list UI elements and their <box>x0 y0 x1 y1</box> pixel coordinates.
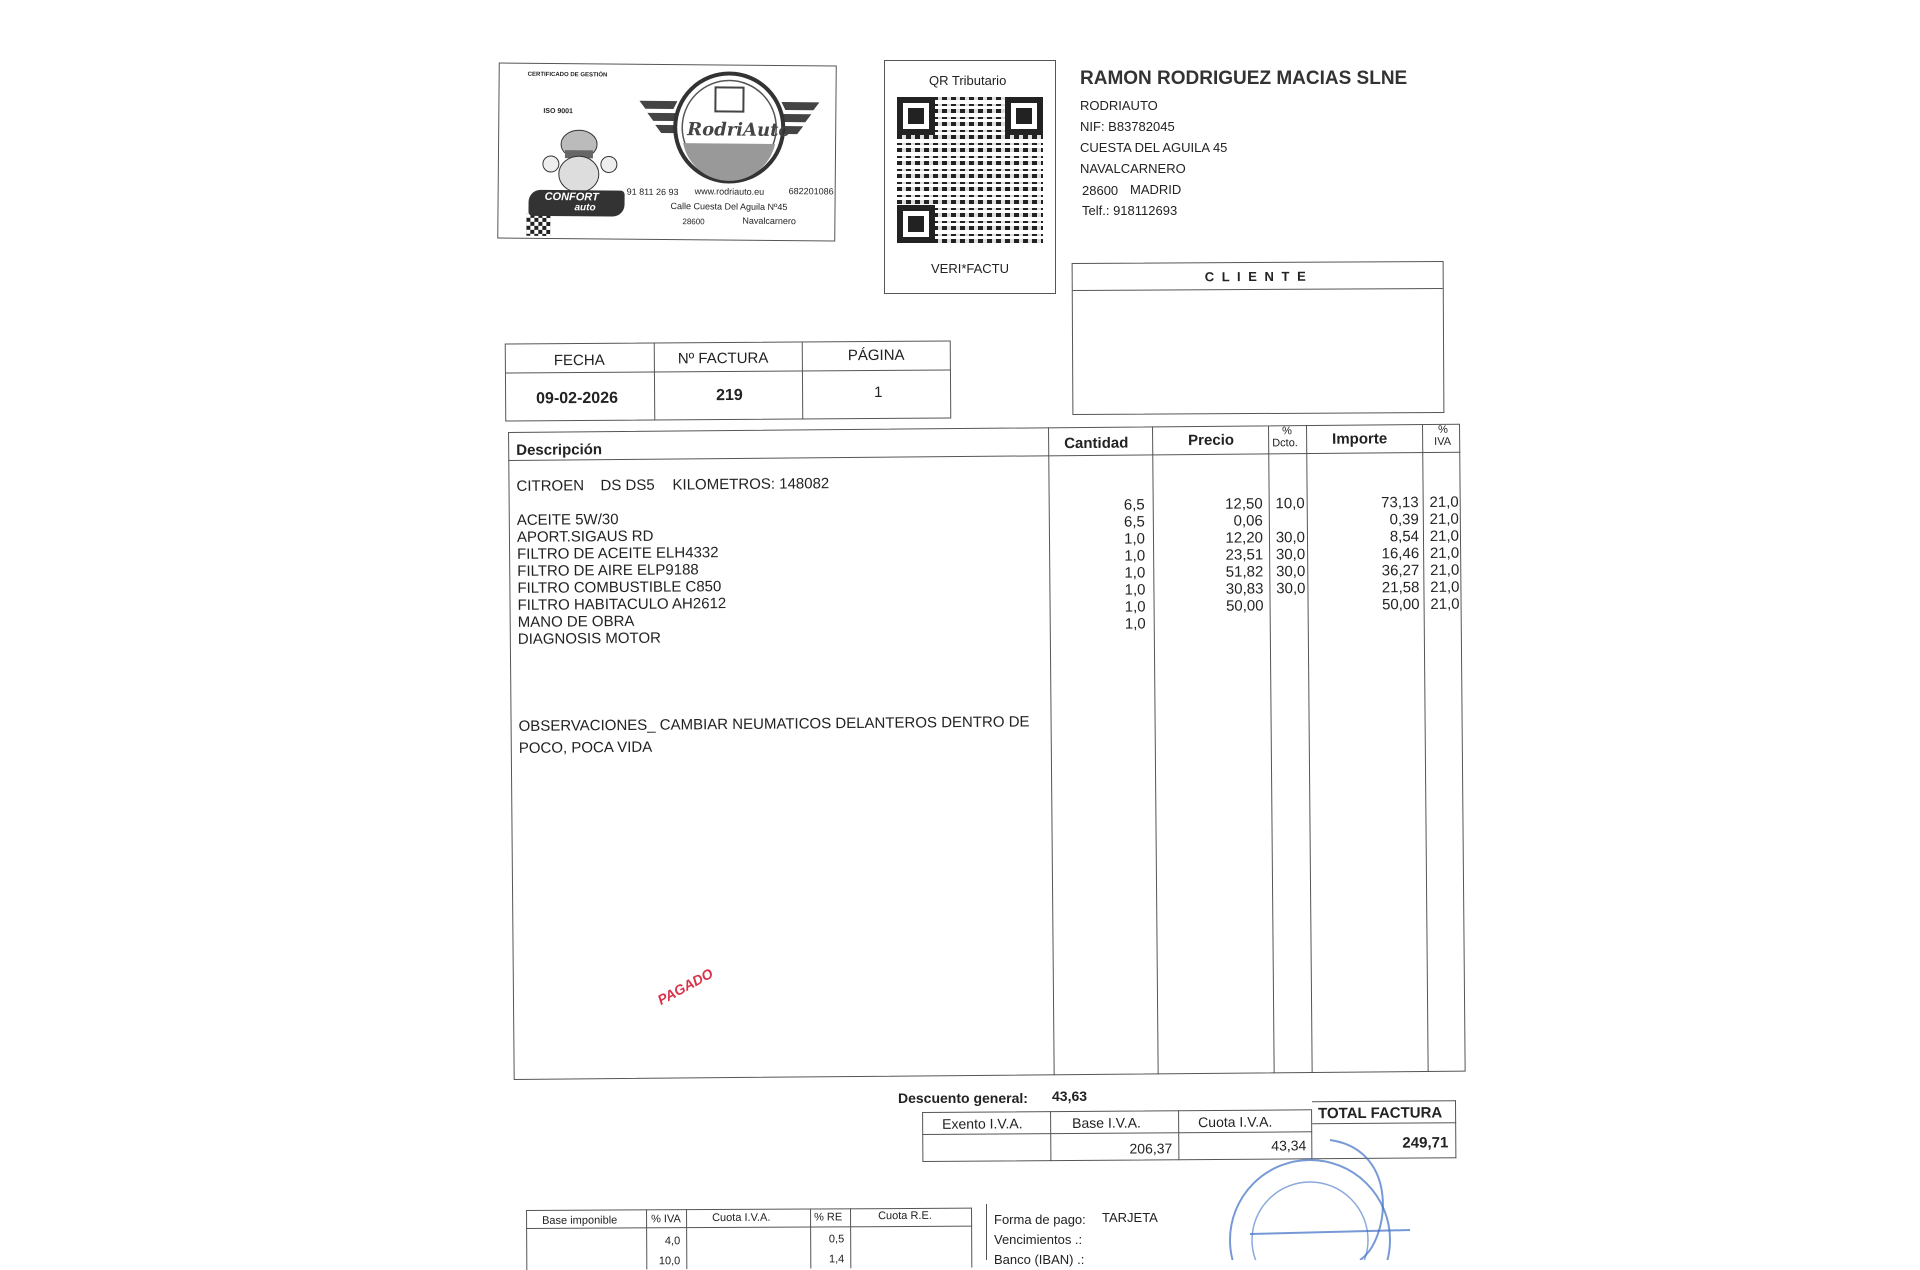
total-value: 249,71 <box>1322 1134 1448 1152</box>
line-amount: 8,54 <box>1309 528 1419 546</box>
line-desc: FILTRO DE AIRE ELP9188 <box>517 558 1037 580</box>
col-iva: IVA <box>1434 436 1451 448</box>
line-dcto: 30,0 <box>1269 546 1305 563</box>
company-phone: Telf.: 918112693 <box>1082 203 1177 218</box>
line-iva: 21,0 <box>1425 528 1459 545</box>
line-iva: 21,0 <box>1425 562 1459 579</box>
line-iva: 21,0 <box>1426 596 1460 613</box>
line-desc: FILTRO DE ACEITE ELH4332 <box>517 541 1037 563</box>
line-desc: DIAGNOSIS MOTOR <box>518 626 1038 648</box>
logo-cp: 28600 <box>682 217 704 226</box>
col-iva-pct: % <box>1438 424 1448 436</box>
descuento-label: Descuento general: <box>898 1090 1028 1106</box>
base-label: Base I.V.A. <box>1072 1114 1141 1130</box>
company-cp: 28600 <box>1082 183 1118 198</box>
line-qty: 6,5 <box>1055 513 1145 531</box>
line-amount: 73,13 <box>1309 494 1419 512</box>
col-descripcion: Descripción <box>516 441 602 459</box>
line-qty: 1,0 <box>1056 615 1146 633</box>
line-amount: 50,00 <box>1310 596 1420 614</box>
qr-title: QR Tributario <box>929 73 1006 88</box>
qr-code-icon <box>897 97 1043 243</box>
fecha-label: FECHA <box>554 352 605 369</box>
line-desc: FILTRO HABITACULO AH2612 <box>517 592 1037 614</box>
line-desc: APORT.SIGAUS RD <box>517 524 1037 546</box>
vehicle-model: DS DS5 <box>600 477 654 494</box>
descuento-value: 43,63 <box>1052 1088 1087 1104</box>
company-nif: NIF: B83782045 <box>1080 119 1175 134</box>
tax-col-re: % RE <box>814 1211 842 1223</box>
qr-box <box>884 60 1056 294</box>
line-price: 12,20 <box>1159 529 1263 547</box>
base-value: 206,37 <box>1072 1140 1172 1157</box>
cert-title: CERTIFICADO DE GESTIÓN <box>528 72 608 79</box>
line-qty: 6,5 <box>1055 496 1145 514</box>
payment-banco-label: Banco (IBAN) .: <box>994 1252 1084 1267</box>
tax-row-2-iva: 10,0 <box>648 1255 680 1267</box>
logo-town: Navalcarnero <box>742 216 796 226</box>
company-name: RAMON RODRIGUEZ MACIAS SLNE <box>1080 68 1407 90</box>
payment-vencimientos-label: Vencimientos .: <box>994 1232 1082 1247</box>
tax-col-cuota-re: Cuota R.E. <box>878 1210 932 1222</box>
col-dcto-pct: % <box>1282 425 1292 437</box>
line-price: 12,50 <box>1159 495 1263 513</box>
company-logo-box <box>497 63 837 242</box>
line-desc: FILTRO COMBUSTIBLE C850 <box>517 575 1037 597</box>
line-dcto: 30,0 <box>1269 563 1305 580</box>
client-box <box>1072 261 1445 415</box>
client-title: C L I E N T E <box>1205 269 1308 285</box>
line-amount: 16,46 <box>1309 545 1419 563</box>
numero-label: Nº FACTURA <box>678 350 769 368</box>
tax-row-2-re: 1,4 <box>814 1253 844 1265</box>
line-qty: 1,0 <box>1056 598 1146 616</box>
col-precio: Precio <box>1188 432 1234 449</box>
logo-address: Calle Cuesta Del Aguila Nº45 <box>670 201 787 212</box>
company-trade-name: RODRIAUTO <box>1080 98 1158 113</box>
invoice-number: 219 <box>716 387 743 405</box>
line-dcto: 30,0 <box>1269 529 1305 546</box>
invoice-header-box <box>505 340 952 421</box>
line-price: 50,00 <box>1160 597 1264 615</box>
line-amount: 36,27 <box>1309 562 1419 580</box>
line-dcto: 30,0 <box>1269 580 1305 597</box>
logo-phone2: 682201086 <box>789 186 834 196</box>
line-amount: 0,39 <box>1309 511 1419 529</box>
line-price: 51,82 <box>1159 563 1263 581</box>
line-qty: 1,0 <box>1055 581 1145 599</box>
col-cantidad: Cantidad <box>1064 435 1128 453</box>
tax-row-1-re: 0,5 <box>814 1233 844 1245</box>
observaciones-line1: OBSERVACIONES_ CAMBIAR NEUMATICOS DELANTEROS DENTRO DE <box>519 713 1030 734</box>
line-price: 23,51 <box>1159 546 1263 564</box>
total-label: TOTAL FACTURA <box>1318 1104 1442 1122</box>
exento-label: Exento I.V.A. <box>942 1115 1023 1132</box>
company-town: NAVALCARNERO <box>1080 161 1186 176</box>
col-dcto: Dcto. <box>1272 437 1298 449</box>
vehicle-make: CITROEN <box>516 477 584 495</box>
vehicle-km: KILOMETROS: 148082 <box>672 475 829 493</box>
company-street: CUESTA DEL AGUILA 45 <box>1080 140 1227 155</box>
iso-label: ISO 9001 <box>543 108 573 115</box>
paid-stamp: PAGADO <box>655 965 716 1008</box>
checkered-flag-icon <box>526 214 550 236</box>
cuota-label: Cuota I.V.A. <box>1198 1114 1272 1131</box>
tax-row-1-iva: 4,0 <box>648 1235 680 1247</box>
confort-auto-logo: CONFORT auto <box>528 190 624 217</box>
pagina-label: PÁGINA <box>848 347 905 364</box>
col-importe: Importe <box>1332 430 1387 447</box>
logo-phone1: 91 811 26 93 <box>627 187 679 197</box>
brand-name: RodriAuto <box>687 119 790 141</box>
line-iva: 21,0 <box>1425 579 1459 596</box>
lines-table <box>508 420 1474 1088</box>
logo-web: www.rodriauto.eu <box>695 186 765 197</box>
company-seal-icon <box>1210 1130 1410 1260</box>
line-iva: 21,0 <box>1425 511 1459 528</box>
invoice-date: 09-02-2026 <box>536 390 618 409</box>
line-desc: MANO DE OBRA <box>518 609 1038 631</box>
line-qty: 1,0 <box>1055 530 1145 548</box>
payment-forma-label: Forma de pago: <box>994 1212 1086 1227</box>
line-iva: 21,0 <box>1425 494 1459 511</box>
observaciones-line2: POCO, POCA VIDA <box>519 739 653 757</box>
company-city: MADRID <box>1130 182 1181 197</box>
tax-breakdown-table <box>526 1204 974 1266</box>
line-dcto: 10,0 <box>1269 495 1305 512</box>
tax-col-iva: % IVA <box>651 1213 681 1225</box>
line-qty: 1,0 <box>1055 564 1145 582</box>
line-amount: 21,58 <box>1309 579 1419 597</box>
line-price: 0,06 <box>1159 512 1263 530</box>
line-price: 30,83 <box>1159 580 1263 598</box>
qr-footer: VERI*FACTU <box>931 261 1009 276</box>
line-qty: 1,0 <box>1055 547 1145 565</box>
line-iva: 21,0 <box>1425 545 1459 562</box>
payment-forma: TARJETA <box>1102 1210 1158 1225</box>
invoice-page: 1 <box>874 384 882 401</box>
line-desc: ACEITE 5W/30 <box>517 507 1037 529</box>
tax-col-base: Base imponible <box>542 1215 617 1227</box>
tax-col-cuota-iva: Cuota I.V.A. <box>712 1212 770 1224</box>
cuota-value: 43,34 <box>1202 1137 1306 1154</box>
